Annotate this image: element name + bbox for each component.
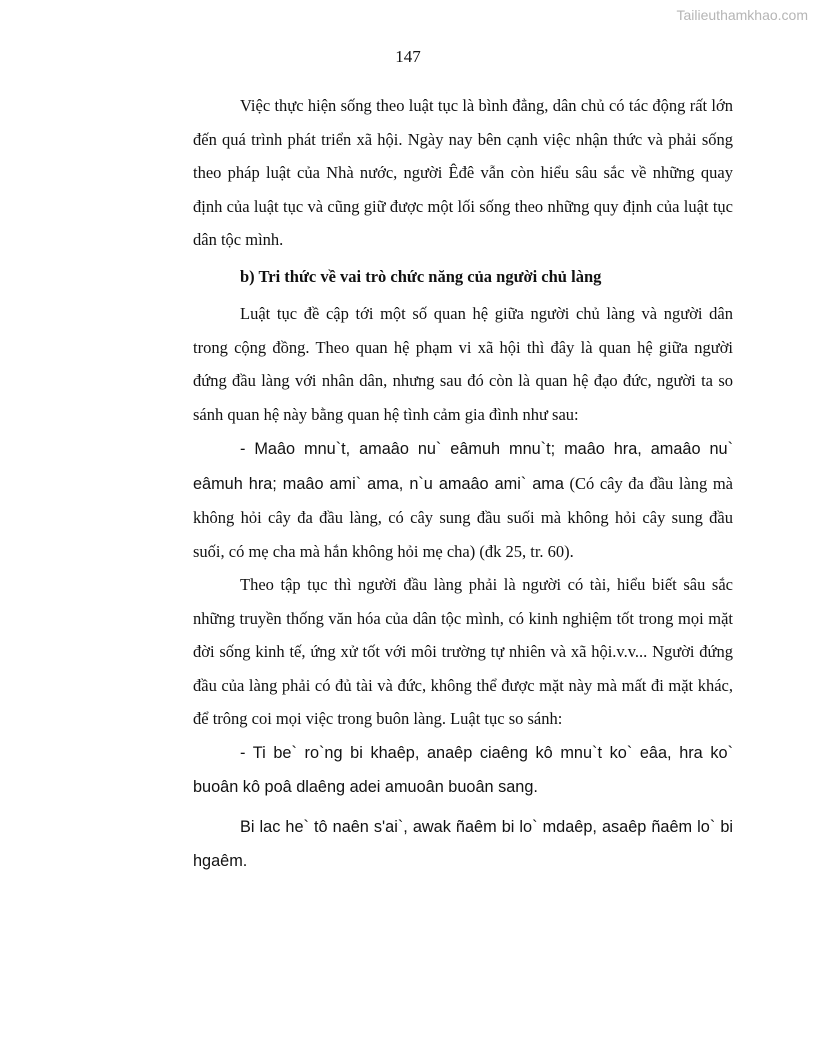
body-text-2 bbox=[193, 297, 733, 431]
body-text-3 bbox=[193, 568, 733, 736]
paragraph-6: Bi lac he` tô naên s'ai`, awak ñaêm bi lo` mdaêp, asaêp ñaêm lo` bi hgaêm. bbox=[193, 818, 733, 870]
paragraph-3 bbox=[193, 432, 733, 568]
section-heading: b) Tri thức về vai trò chức năng của người chủ làng bbox=[240, 267, 602, 286]
watermark: Tailieuthamkhao.com bbox=[676, 7, 808, 23]
body-text bbox=[193, 89, 733, 257]
section-heading-block bbox=[193, 260, 733, 294]
page-number: 147 bbox=[395, 47, 421, 66]
quote-block bbox=[193, 432, 733, 568]
quote-block-3 bbox=[193, 811, 733, 878]
paragraph-1: Việc thực hiện sống theo luật tục là bình đẳng, dân chủ có tác động rất lớn đến quá trình phát triển xã hội. Ngày nay bên cạnh việc nhận thức và phải sống theo pháp luật của Nhà nước, người Êđê vẫn còn hiểu sâu sắc về những quay định của luật tục và cũng giữ được một lối sống theo những quy định của luật tục dân tộc mình. bbox=[193, 96, 733, 249]
customary-law-quote: - Maâo mnu`t, amaâo nu` eâmuh mnu`t; maâo hra, amaâo nu` eâmuh hra; maâo ami` ama, n`u amaâo ami` ama bbox=[193, 440, 733, 493]
quote-block-2 bbox=[193, 737, 733, 804]
quote-translation: (Có cây đa đầu làng mà không hỏi cây đa đầu làng, có cây sung đầu suối mà không hỏi cây sung đầu suối, có mẹ cha mà hắn không hỏi mẹ cha) (đk 25, tr. 60). bbox=[193, 473, 734, 561]
paragraph-2: Luật tục đề cập tới một số quan hệ giữa người chủ làng và người dân trong cộng đồng. Theo quan hệ phạm vi xã hội thì đây là quan hệ giữa người đứng đầu làng với nhân dân, nhưng sau đó còn là quan hệ đạo đức, người ta so sánh quan hệ này bằng quan hệ tình cảm gia đình như sau: bbox=[193, 304, 733, 424]
paragraph-4: Theo tập tục thì người đầu làng phải là người có tài, hiểu biết sâu sắc những truyền thống văn hóa của dân tộc mình, có kinh nghiệm tốt trong mọi mặt đời sống kinh tế, ứng xử tốt với môi trường tự nhiên và xã hội.v.v... Người đứng đầu của làng phải có đủ tài và đức, không thể được mặt này mà mất đi mặt khác, để trông coi mọi việc trong buôn làng. Luật tục so sánh: bbox=[193, 575, 733, 728]
paragraph-5: - Ti be` ro`ng bi khaêp, anaêp ciaêng kô mnu`t ko` eâa, hra ko` buoân kô poâ dlaêng adei amuoân buoân sang. bbox=[193, 744, 733, 796]
